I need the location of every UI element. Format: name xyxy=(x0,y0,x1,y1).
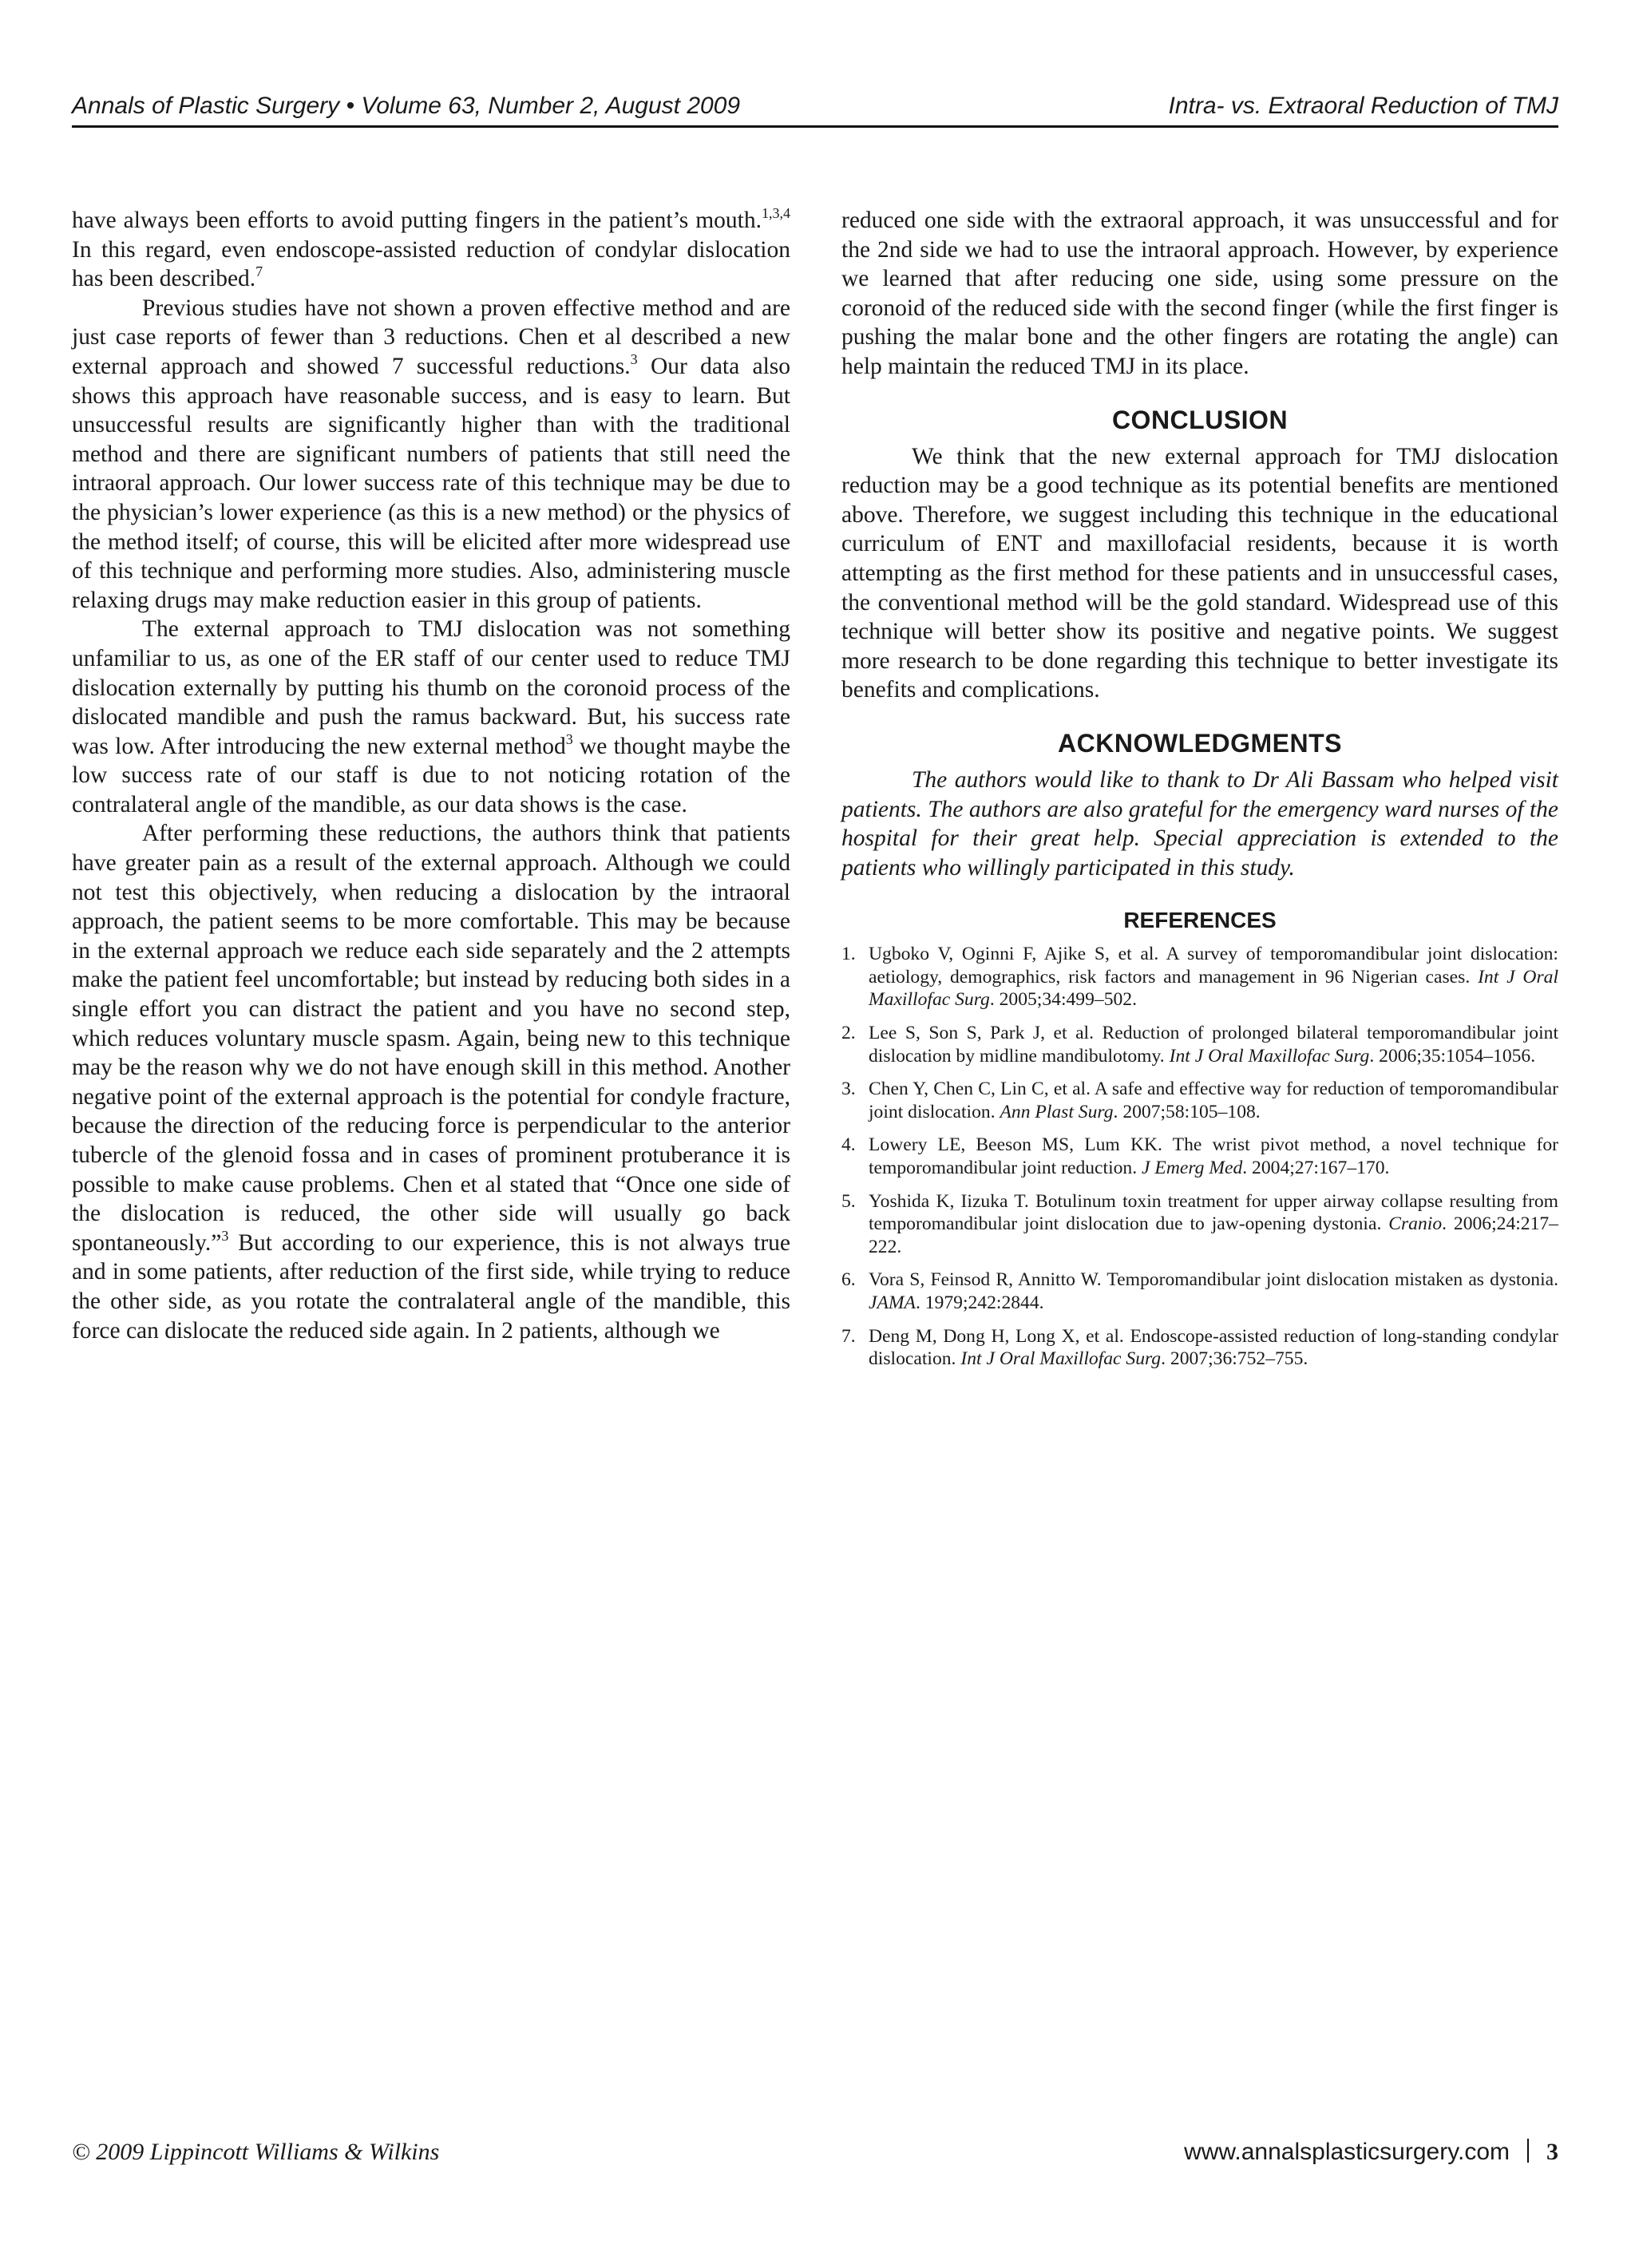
article-short-title: Intra- vs. Extraoral Reduction of TMJ xyxy=(1168,93,1558,119)
citation-superscript: 3 xyxy=(221,1227,229,1244)
paragraph: After performing these reductions, the authors think that patients have greater pain as a result of the external approach. Although we could not test this objectively, when reducing a dislocation by the intraoral approach, the patient seems to be more comfortable. This may be because in the external approach we reduce each side separately and the 2 attempts make the patient feel uncomfortable; but instead by reducing both sides in a single effort you can distract the patient and you have no second step, which reduces voluntary muscle spasm. Again, being new to this technique may be the reason why we do not have enough skill in this method. Another negative point of the external approach is the potential for condyle fracture, because the direction of the reducing force is perpendicular to the anterior tubercle of the glenoid fossa and in cases of prominent protuberance it is possible to make cause problems. Chen et al stated that “Once one side of the dislocation is reduced, the other side will usually go back spontaneously.”$^3$ But according to our experience, this is not always true and in some patients, after reduction of the first side, while trying to reduce the other side, as you rotate the contralateral angle of the mandible, this force can dislocate the reduced side again. In 2 patients, although we xyxy=(72,821,790,1344)
journal-name: Cranio xyxy=(1388,1213,1443,1235)
paragraph: The external approach to TMJ dislocation was not something unfamiliar to us, as one of the ER staff of our center used to reduce TMJ dislocation externally by putting his thumb on the coronoid process of the dislocated mandible and push the ramus backward. But, his success rate was low. After introducing the new external method$^3$ we thought maybe the low success rate of our staff is due to not noticing rotation of the contralateral angle of the mandible, as our data shows is the case. xyxy=(72,616,791,817)
paragraph: Previous studies have not shown a proven effective method and are just case reports of fewer than 3 reductions. Chen et al described a new external approach and showed 7 successful reductions.$^3$ Our data also shows this approach have reasonable success, and is easy to learn. But unsuccessful results are significantly higher than with the traditional method and there are significant numbers of patients that still need the intraoral approach. Our lower success rate of this technique may be due to the physician’s lower experience (as this is a new method) or the physics of the method itself; of course, this will be elicited after more widespread use of this technique and performing more studies. Also, administering muscle relaxing drugs may make reduction easier in this group of patients. xyxy=(72,295,790,613)
reference-item: 7. Deng M, Dong H, Long X, et al. Endoscope-assisted reduction of long-standing condylar dislocation. Int J Oral Maxillofac Surg. 2007;36:752–755. xyxy=(841,1325,1558,1370)
citation-superscript: 3 xyxy=(565,730,573,747)
journal-name: JAMA xyxy=(869,1292,916,1313)
header-divider xyxy=(72,125,1558,128)
reference-item: 6. Vora S, Feinsod R, Annitto W. Temporomandibular joint dislocation mistaken as dystonia. JAMA. 1979;242:2844. xyxy=(841,1269,1558,1313)
citation-superscript: 1,3,4 xyxy=(762,205,790,221)
references-heading: REFERENCES xyxy=(1123,908,1277,933)
copyright-notice: © 2009 Lippincott Williams & Wilkins xyxy=(72,2139,440,2165)
conclusion-paragraph: We think that the new external approach for TMJ dislocation reduction may be a good technique as its potential benefits are mentioned above. Therefore, we suggest including this technique in the educational curriculum of ENT and maxillofacial residents, because it is worth attempting as the first method for these patients and in unsuccessful cases, the conventional method will be the gold standard. Widespread use of this technique will better show its positive and negative points. We suggest more research to be done regarding this technique to better investigate its benefits and complications. xyxy=(841,443,1558,703)
page-number: 3 xyxy=(1546,2139,1558,2165)
journal-name: Int J Oral Maxillofac Surg xyxy=(960,1348,1162,1370)
citation-superscript: 7 xyxy=(255,263,263,280)
journal-url[interactable]: www.annalsplasticsurgery.com xyxy=(1184,2139,1510,2165)
footer-divider xyxy=(1527,2139,1529,2163)
reference-item: 2. Lee S, Son S, Park J, et al. Reduction of prolonged bilateral temporomandibular joint dislocation by midline mandibulotomy. Int J Oral Maxillofac Surg. 2006;35:1054–1056. xyxy=(841,1023,1558,1067)
running-header xyxy=(72,89,1558,123)
acknowledgments-heading: ACKNOWLEDGMENTS xyxy=(1058,728,1342,758)
reference-item: 5. Yoshida K, Iizuka T. Botulinum toxin treatment for upper airway collapse resulting from temporomandibular joint dislocation due to jaw-opening dystonia. Cranio. 2006;24:217–222. xyxy=(841,1190,1558,1257)
reference-item: 4. Lowery LE, Beeson MS, Lum KK. The wrist pivot method, a novel technique for temporomandibular joint reduction. J Emerg Med. 2004;27:167–170. xyxy=(841,1134,1558,1179)
journal-name: Int J Oral Maxillofac Surg xyxy=(869,966,1558,1011)
paragraph: have always been efforts to avoid putting fingers in the patient’s mouth.$^{1,3,4}$ In this regard, even endoscope-assisted reduction of condylar dislocation has been described.$^7$ xyxy=(72,205,790,292)
journal-name: Ann Plast Surg xyxy=(1000,1101,1114,1122)
citation-superscript: 3 xyxy=(630,350,638,367)
journal-name: J Emerg Med xyxy=(1142,1158,1243,1179)
reference-list xyxy=(841,943,1558,1371)
journal-name: Int J Oral Maxillofac Surg xyxy=(1169,1045,1370,1067)
journal-citation: Annals of Plastic Surgery • Volume 63, Number 2, August 2009 xyxy=(72,93,741,119)
paragraph: reduced one side with the extraoral approach, it was unsuccessful and for the 2nd side we had to use the intraoral approach. However, by experience we learned that after reducing one side, using some pressure on the coronoid of the reduced side with the second finger (while the first finger is pushing the malar bone and the other fingers are rotating the angle) can help maintain the reduced TMJ in its place. xyxy=(841,208,1558,379)
reference-item: 3. Chen Y, Chen C, Lin C, et al. A safe and effective way for reduction of temporomandibular joint dislocation. Ann Plast Surg. 2007;58:105–108. xyxy=(841,1079,1558,1122)
right-column xyxy=(841,206,1558,1381)
page-footer xyxy=(1184,2136,1558,2168)
acknowledgments-paragraph: The authors would like to thank to Dr Ali Bassam who helped visit patients. The authors are also grateful for the emergency ward nurses of the hospital for their great help. Special appreciation is extended to the patients who willingly participated in this study. xyxy=(841,766,1558,881)
reference-item: 1. Ugboko V, Oginni F, Ajike S, et al. A survey of temporomandibular joint dislocation: aetiology, demographics, risk factors and management in 96 Nigerian cases. Int J Oral Maxillofac Surg. 2005;34:499–502. xyxy=(841,944,1558,1011)
left-column xyxy=(72,206,790,1345)
conclusion-heading: CONCLUSION xyxy=(1111,405,1289,434)
